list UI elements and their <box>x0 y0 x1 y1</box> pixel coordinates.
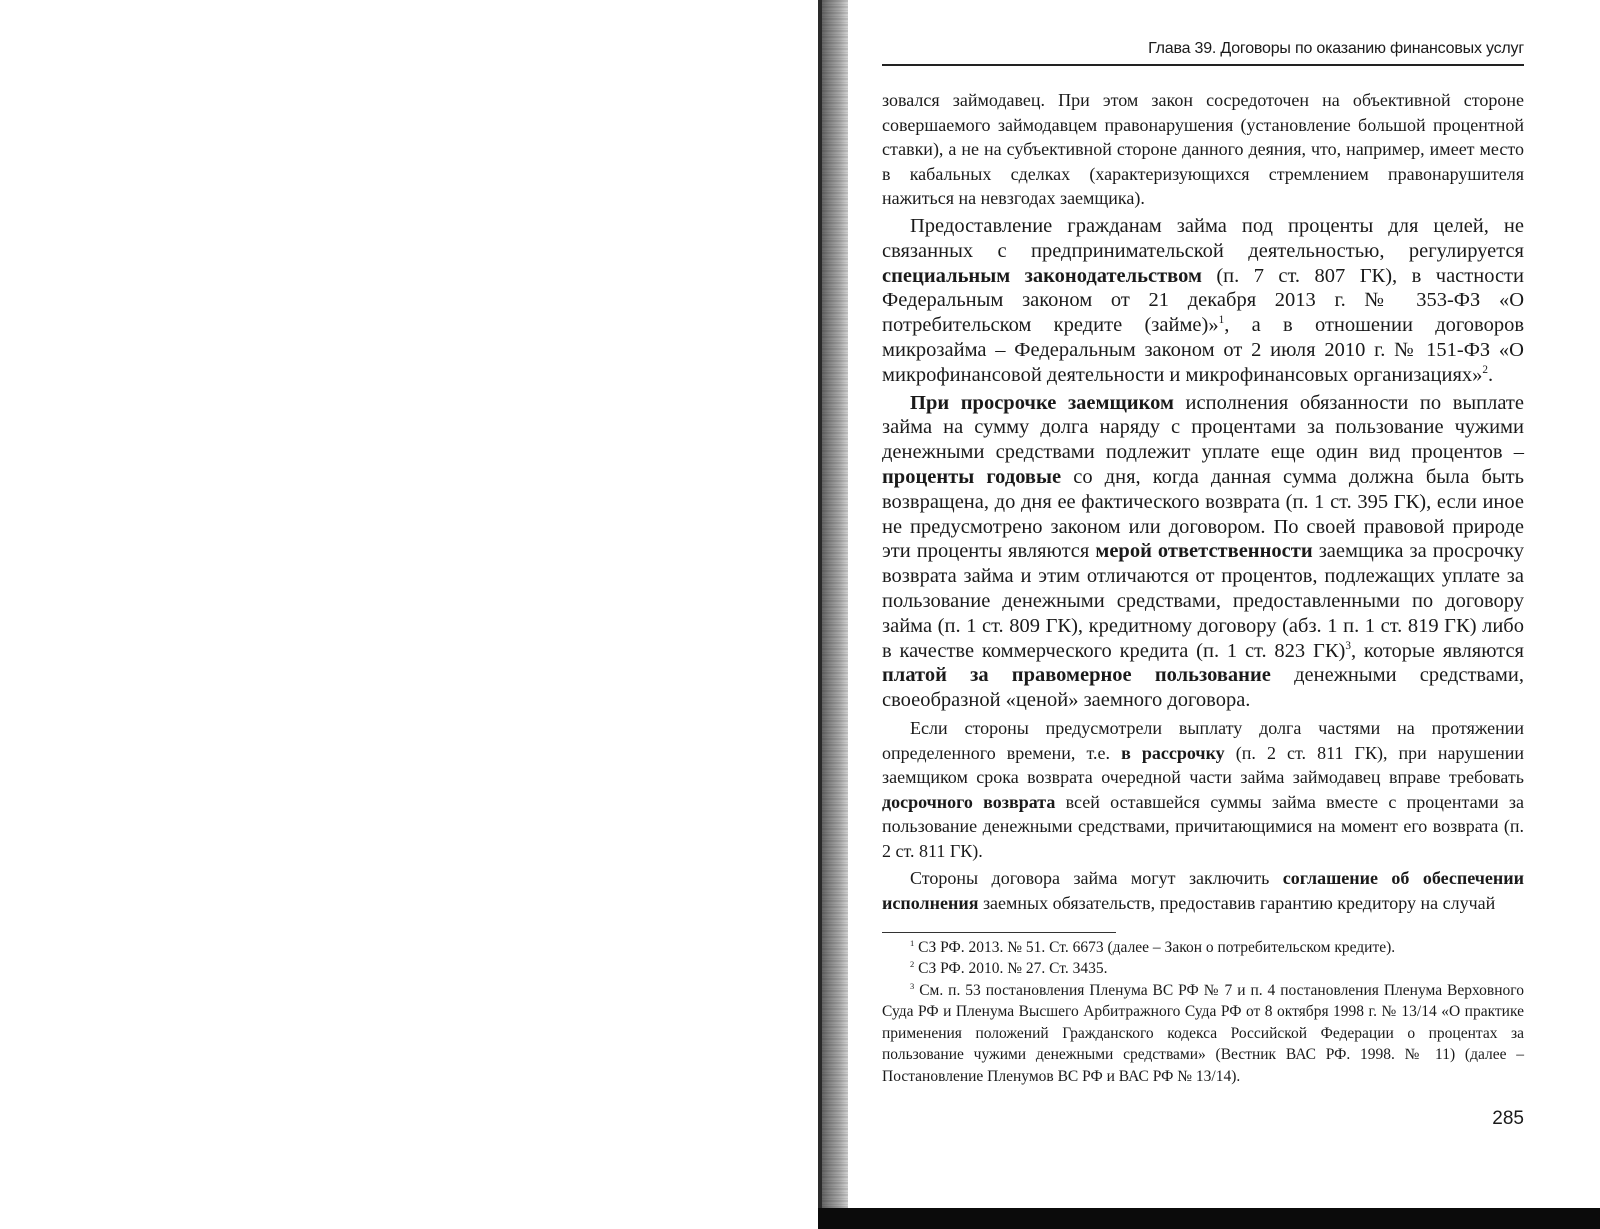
paragraph-3: При просрочке заемщиком исполнения обязанности по выплате займа на сумму долга наряду с процентами за пользование чужими денежными средствами подлежит уплате еще один вид процентов – проценты годовые со дня, когда данная сумма должна была быть возвращена, до дня ее фактического возврата (п. 1 ст. 395 ГК), если иное не предусмотрено законом или договором. По своей правовой природе эти проценты являются мерой ответственности заемщика за просрочку возврата займа и этим отличаются от процентов, подлежащих уплате за пользование денежными средствами, предоставленными по договору займа (п. 1 ст. 809 ГК), кредитному договору (абз. 1 п. 1 ст. 819 ГК) либо в качестве коммерческого кредита (п. 1 ст. 823 ГК)$^3$, которые являются платой за правомерное пользование денежными средствами, своеобразной «ценой» заемного договора. <box>882 391 1524 712</box>
bold-term: При просрочке заемщиком <box>910 391 1174 414</box>
bold-term: специальным законодательством <box>882 264 1202 287</box>
scan-bottom-edge <box>818 1208 1600 1229</box>
bold-term: проценты годовые <box>882 465 1062 488</box>
running-head: Глава 39. Договоры по оказанию финансовых услуг <box>882 40 1524 66</box>
footnote-ref-3: 3 <box>1345 639 1351 652</box>
paragraph-5: Стороны договора займа могут заключить соглашение об обеспечении исполнения заемных обязательств, предоставив гарантию кредитору на случай <box>882 868 1524 914</box>
book-spine-edge <box>818 0 822 1229</box>
page-number: 285 <box>1492 1108 1524 1129</box>
footnote-ref-2: 2 <box>1482 363 1489 376</box>
footnote-ref-1: 1 <box>1218 314 1225 327</box>
paragraph-1: зовался займодавец. При этом закон сосредоточен на объективной стороне совершаемого займодавцем правонарушения (установление большой процентной ставки), а не на субъективной стороне данного деяния, что, например, имеет место в кабальных сделках (характеризующихся стремлением правонарушителя нажиться на невзгодах заемщика). <box>882 90 1524 209</box>
bold-term: в рассрочку <box>1121 742 1225 763</box>
footnote-1: $^1$ СЗ РФ. 2013. № 51. Ст. 6673 (далее – Закон о потребительском кредите). <box>910 937 1396 956</box>
page-content <box>882 40 1524 1087</box>
bold-term: платой за правомерное пользование <box>882 664 1271 687</box>
paragraph-4: Если стороны предусмотрели выплату долга частями на протяжении определенного времени, т.е. в рассрочку (п. 2 ст. 811 ГК), при нарушении заемщиком срока возврата очередной части займа займодавец вправе требовать досрочного возврата всей оставшейся суммы займа вместе с процентами за пользование денежными средствами, причитающимися на момент его возврата (п. 2 ст. 811 ГК). <box>882 717 1524 861</box>
book-spine-shadow <box>818 0 848 1229</box>
bold-term: мерой ответственности <box>1095 540 1313 563</box>
footnote-2: $^2$ СЗ РФ. 2010. № 27. Ст. 3435. <box>910 959 1108 978</box>
footnote-divider <box>882 932 1116 933</box>
footnote-3: $^3$ См. п. 53 постановления Пленума ВС РФ № 7 и п. 4 постановления Пленума Верховного Суда РФ и Пленума Высшего Арбитражного Суда РФ от 8 октября 1998 г. № 13/14 «О практике применения положений Гражданского кодекса Российской Федерации о процентах за пользование чужими денежными средствами» (Вестник ВАС РФ. 1998. № 11) (далее – Постановление Пленумов ВС РФ и ВАС РФ № 13/14). <box>882 980 1524 1085</box>
bold-term: соглашение об обеспечении исполнения <box>882 868 1524 914</box>
paragraph-2: Предоставление гражданам займа под проценты для целей, не связанных с предпринимательской деятельностью, регулируется специальным законодательством (п. 7 ст. 807 ГК), в частности Федеральным законом от 21 декабря 2013 г. № 353-ФЗ «О потребительском кредите (займе)»$^1$, а в отношении договоров микрозайма – Федеральным законом от 2 июля 2010 г. № 151-ФЗ «О микрофинансовой деятельности и микрофинансовых организациях»$^2$. <box>882 214 1524 386</box>
bold-term: досрочного возврата <box>882 791 1056 812</box>
